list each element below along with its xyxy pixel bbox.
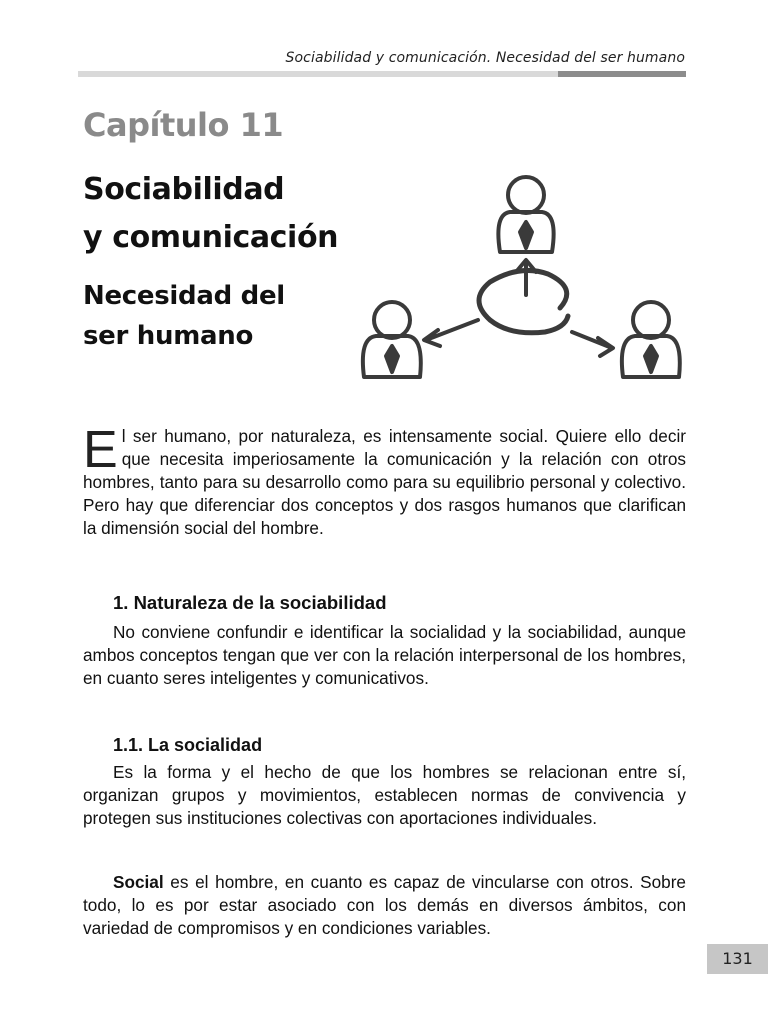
person-left-icon bbox=[363, 302, 421, 377]
arrow-right-icon bbox=[572, 332, 613, 356]
person-top-icon bbox=[498, 177, 553, 252]
definition-paragraph bbox=[83, 871, 686, 940]
intro-text: l ser humano, por naturaleza, es intensamente social. Quiere ello decir que necesita imperiosamente la comunicación y la relación con otros hombres, tanto para su desarrollo como para su equilibrio personal y colectivo. Pero hay que diferenciar dos conceptos y dos rasgos humanos que clarifican la dimensión social del hombre. bbox=[83, 426, 686, 538]
subsection-heading: 1.1. La socialidad bbox=[113, 735, 263, 755]
definition-text: es el hombre, en cuanto es capaz de vincularse con otros. Sobre todo, lo es por estar asociado con los demás en diversos ámbitos, con variedad de compromisos y en condiciones variables. bbox=[83, 872, 686, 938]
running-header: Sociabilidad y comunicación. Necesidad del ser humano bbox=[285, 50, 685, 66]
chapter-subtitle-line1: Necesidad del bbox=[83, 281, 285, 311]
subsection-text: Es la forma y el hecho de que los hombres se relacionan entre sí, organizan grupos y movimientos, establecen normas de convivencia y protegen sus instituciones colectivas con aportaciones individuales. bbox=[83, 762, 686, 828]
speech-bubble-icon bbox=[479, 270, 568, 332]
chapter-subtitle-line2: ser humano bbox=[83, 321, 254, 351]
header-rule-accent bbox=[558, 71, 686, 77]
section-text: No conviene confundir e identificar la socialidad y la sociabilidad, aunque ambos conceptos tengan que ver con la relación interpersonal de los hombres, en cuanto seres inteligentes y comunicativos. bbox=[83, 622, 686, 688]
chapter-label: Capítulo 11 bbox=[83, 106, 284, 144]
page-number: 131 bbox=[707, 944, 768, 974]
chapter-subtitle bbox=[83, 276, 285, 356]
chapter-title-line2: y comunicación bbox=[83, 220, 339, 255]
subsection-paragraph bbox=[83, 761, 686, 830]
drop-cap: E bbox=[83, 421, 118, 479]
person-right-icon bbox=[622, 302, 680, 377]
defined-term: Social bbox=[113, 872, 164, 892]
chapter-title-line1: Sociabilidad bbox=[83, 172, 285, 207]
section-heading: 1. Naturaleza de la sociabilidad bbox=[113, 592, 387, 613]
people-communication-icon bbox=[350, 170, 690, 390]
intro-paragraph bbox=[83, 421, 686, 540]
arrow-left-icon bbox=[424, 320, 478, 346]
chapter-title bbox=[83, 166, 338, 262]
arrow-up-icon bbox=[516, 260, 536, 295]
section-paragraph bbox=[83, 621, 686, 690]
